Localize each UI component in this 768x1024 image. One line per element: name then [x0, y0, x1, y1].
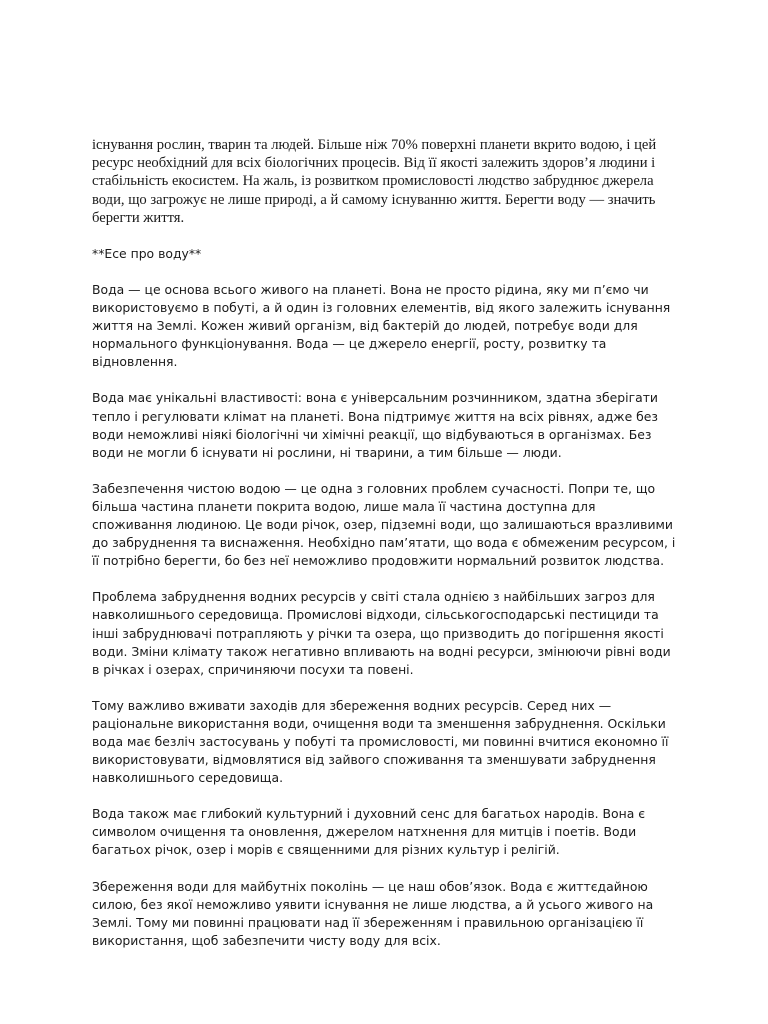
essay-paragraph-3: Забезпечення чистою водою — це одна з головних проблем сучасності. Попри те, що більша частина планети покрита водою, лише мала її частина доступна для споживання людиною. Це води річок, озер, підземні води, що залишаються вразливими до забруднення та виснаження. Необхідно пам’ятати, що вода є обмеженим ресурсом, і її потрібно берегти, бо без неї неможливо продовжити нормальний розвиток людства. — [92, 480, 676, 569]
essay-paragraph-1: Вода — це основа всього живого на планеті. Вона не просто рідина, яку ми п’ємо чи використовуємо в побуті, а й один із головних елементів, від якого залежить існування життя на Землі. Кожен живий організм, від бактерій до людей, потребує води для нормального функціонування. Вода — це джерело енергії, росту, розвитку та відновлення. — [92, 282, 671, 370]
essay-heading: **Есе про воду** — [92, 246, 202, 262]
essay-paragraph-2: Вода має унікальні властивості: вона є універсальним розчинником, здатна зберігати тепло і регулювати клімат на планеті. Вона підтримує життя на всіх рівнях, адже без води неможливі ніякі біологічні чи хімічні реакції, що відбуваються в організмах. Без води не могли б існувати ні рослини, ні тварини, а тим більше — люди. — [92, 390, 658, 460]
intro-paragraph: існування рослин, тварин та людей. Більше ніж 70% поверхні планети вкрито водою, і цей ресурс необхідний для всіх біологічних процесів. Від її якості залежить здоров’я людини і стабільність екосистем. На жаль, із розвитком промисловості людство забруднює джерела води, що загрожує не лише природі, а й самому існуванню життя. Берегти воду — значить берегти життя. — [92, 137, 657, 226]
essay-paragraph-6: Вода також має глибокий культурний і духовний сенс для багатьох народів. Вона є символом очищення та оновлення, джерелом натхнення для митців і поетів. Води багатьох річок, озер і морів є священними для різних культур і релігій. — [92, 806, 646, 858]
essay-paragraph-5: Тому важливо вживати заходів для збереження водних ресурсів. Серед них — раціональне використання води, очищення води та зменшення забруднення. Оскільки вода має безліч застосувань у побуті та промисловості, ми повинні вчитися економно її використовувати, відмовлятися від зайвого споживання та зменшувати забруднення навколишнього середовища. — [92, 697, 669, 786]
essay-paragraph-4: Проблема забруднення водних ресурсів у світі стала однією з найбільших загроз для навколишнього середовища. Промислові відходи, сільськогосподарські пестициди та інші забруднювачі потрапляють у річки та озера, що призводить до погіршення якості води. Зміни клімату також негативно впливають на водні ресурси, змінюючи рівні води в річках і озерах, спричиняючи посухи та повені. — [92, 589, 671, 677]
essay-paragraph-7: Збереження води для майбутніх поколінь — це наш обов’язок. Вода є життєдайною силою, без якої неможливо уявити існування не лише людства, а й усього живого на Землі. Тому ми повинні працювати над її збереженням і правильною організацією її використання, щоб забезпечити чисту воду для всіх. — [92, 878, 654, 948]
